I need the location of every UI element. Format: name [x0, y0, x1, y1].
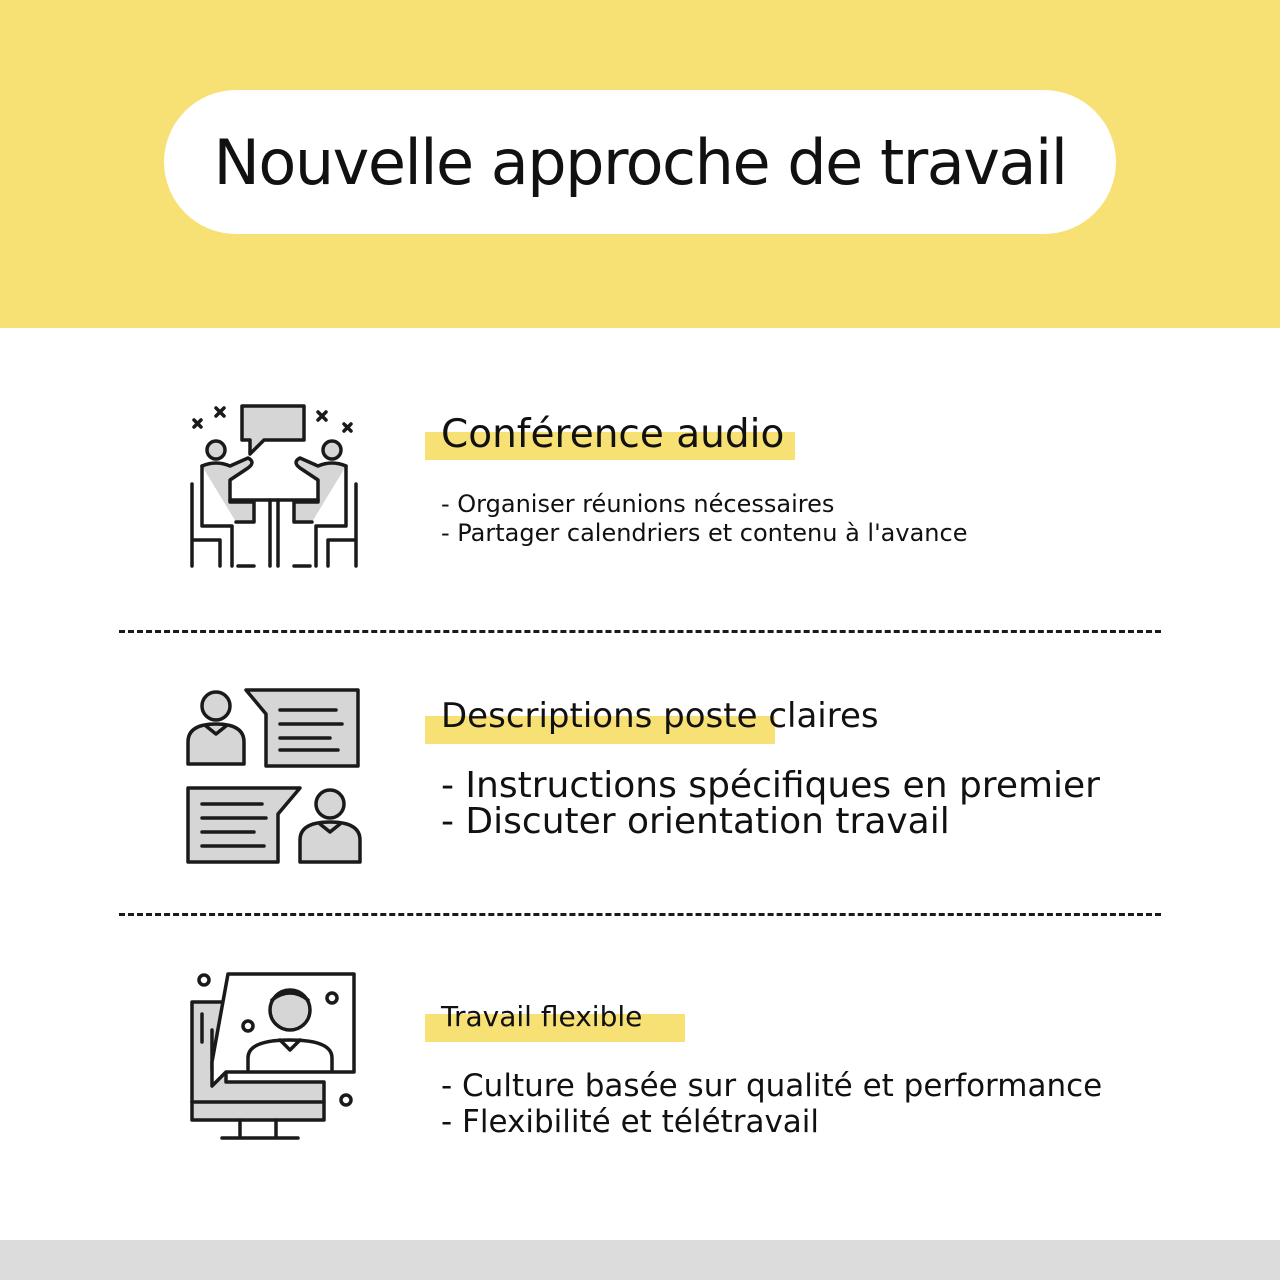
bullet-list — [441, 490, 967, 548]
bullet-list — [441, 765, 1100, 842]
bullet-list — [441, 1068, 1102, 1140]
footer-band — [0, 1240, 1280, 1280]
section-heading: Travail flexible — [441, 1000, 643, 1033]
heading-wrap — [441, 412, 784, 457]
page-title: Nouvelle approche de travail — [213, 125, 1067, 199]
section-heading: Conférence audio — [441, 412, 785, 457]
bullet-item: - Partager calendriers et contenu à l'avance — [441, 519, 968, 547]
section-heading: Descriptions poste claires — [441, 696, 879, 736]
bullet-item: - Discuter orientation travail — [441, 801, 950, 842]
bullet-item: - Culture basée sur qualité et performance — [441, 1068, 1103, 1104]
header-band — [0, 0, 1280, 328]
bullet-item: - Instructions spécifiques en premier — [441, 765, 1100, 806]
meeting-conversation-icon — [186, 400, 362, 572]
divider — [119, 630, 1161, 633]
remote-monitor-person-icon — [186, 970, 362, 1142]
heading-wrap — [441, 1000, 642, 1033]
heading-wrap — [441, 696, 879, 736]
bullet-item: - Flexibilité et télétravail — [441, 1104, 820, 1140]
title-pill — [164, 90, 1116, 234]
bullet-item: - Organiser réunions nécessaires — [441, 490, 835, 518]
divider — [119, 913, 1161, 916]
chat-descriptions-icon — [184, 686, 362, 866]
